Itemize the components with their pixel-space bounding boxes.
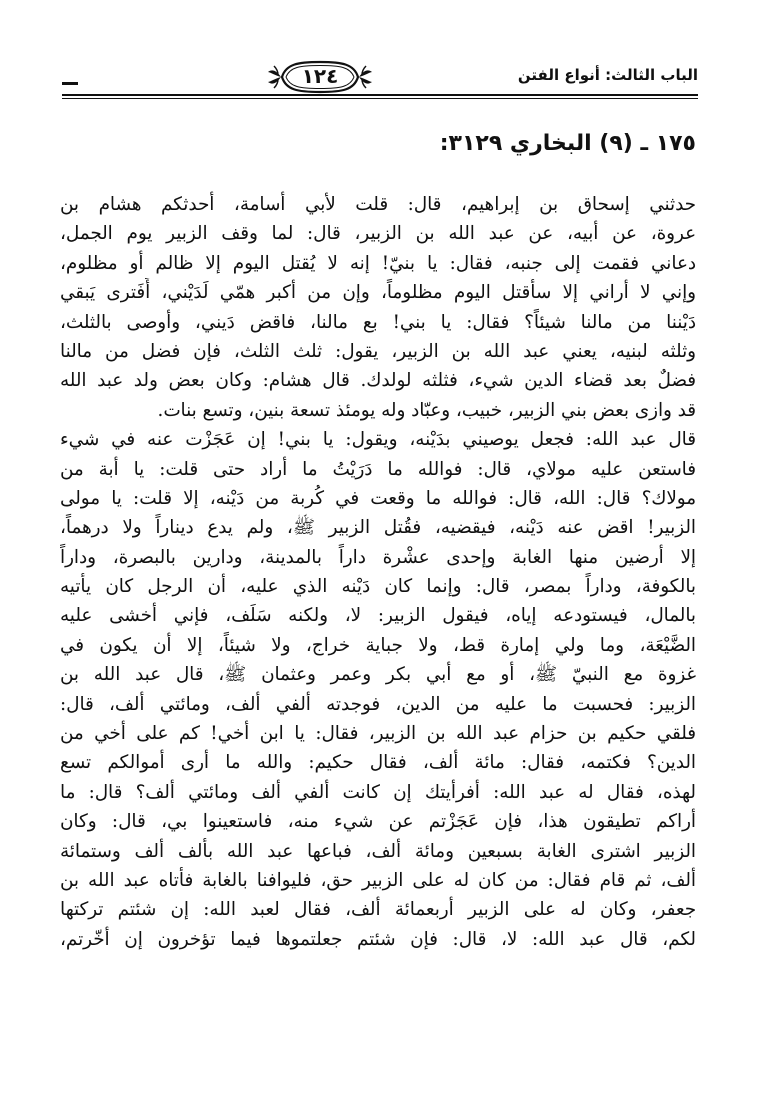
- page-number-ornament: [264, 58, 376, 96]
- text-line: لكم، قال عبد الله: لا، قال: فإن شئتم جعلتموها فيما تؤخرون إن أخّرتم،: [60, 928, 696, 950]
- text-line: الدين؟ فكتمه، فقال: مائة ألف، فقال حكيم: والله ما أرى أموالكم تسع: [60, 752, 696, 774]
- text-line: وثلثه لبنيه، يعني عبد الله بن الزبير، يقول: ثلث الثلث، فإن فضل من مالنا: [60, 340, 696, 362]
- text-line: بالكوفة، وداراً بمصر، قال: وإنما كان دَيْنه الذي عليه، أن الرجل كان يأتيه: [60, 576, 696, 598]
- text-line: قد وازى بعض بني الزبير، خبيب، وعبّاد وله يومئذ تسعة بنين، وتسع بنات.: [157, 399, 696, 421]
- text-line: إلا أرضين منها الغابة وإحدى عشْرة داراً بالمدينة، ودارين بالبصرة، وداراً: [60, 546, 696, 568]
- entry-heading: ١٧٥ ـ (٩) البخاري ٣١٢٩:: [439, 131, 696, 156]
- text-line: أراكم تطيقون هذا، فإن عَجَزْتم عن شيء منه، فاستعينوا بي، قال: وكان: [60, 811, 696, 833]
- text-line: الضَّيْعَة، وما ولي إمارة قط، ولا جباية خراج، ولا شيئاً، إلا أن يكون في: [60, 634, 696, 656]
- text-line: قال عبد الله: فجعل يوصيني بدَيْنه، ويقول: يا بني! إن عَجَزْت عنه في شيء: [60, 429, 696, 451]
- text-line: دَيْننا من مالنا شيئاً؟ فقال: يا بني! بع مالنا، فاقض دَيني، وأوصى بالثلث،: [60, 311, 696, 333]
- running-header: [62, 58, 698, 100]
- text-line: الزبير اشترى الغابة بسبعين ومائة ألف، فباعها عبد الله بألف ألف وستمائة: [60, 840, 696, 862]
- text-line: لهذه، فقال له عبد الله: أفرأيتك إن كانت ألفي ألف ومائتي ألف؟ قال: ما: [60, 781, 696, 803]
- text-line: ألف، ثم قام فقال: من كان له على الزبير حق، فليوافنا بالغابة فأتاه عبد الله بن: [60, 869, 696, 891]
- text-line: بالمال، فيستودعه إياه، فيقول الزبير: لا، ولكنه سَلَف، فإني أخشى عليه: [60, 605, 696, 627]
- text-line: دعاني فقمت إلى جنبه، فقال: يا بنيّ! إنه لا يُقتل اليوم إلا ظالم أو مظلوم،: [60, 252, 696, 274]
- text-line: وإني لا أراني إلا سأُقتل اليوم مظلوماً، وإن من أكبر همّي لَدَيْني، أَفَترى يَبقي: [60, 282, 696, 304]
- chapter-title: الباب الثالث: أنواع الفتن: [517, 66, 698, 84]
- text-line: جعفر، وكان له على الزبير أربعمائة ألف، فقال لعبد الله: إن شئتم تركتها: [60, 899, 696, 921]
- text-line: مولاك؟ قال: الله، قال: فوالله ما وقعت في كُربة من دَيْنه، إلا قلت: يا مولى: [60, 487, 696, 509]
- text-line: فلقي حكيم بن حزام عبد الله بن الزبير، فقال: يا ابن أخي! كم على أخي من: [60, 723, 696, 745]
- text-line: فاستعن عليه مولاي، قال: فوالله ما دَرَيْتُ ما أراد حتى قلت: يا أبة من: [60, 458, 696, 480]
- text-line: عروة، عن أبيه، عن عبد الله بن الزبير، قال: لما وقف الزبير يوم الجمل،: [60, 223, 696, 245]
- header-dash: [62, 82, 78, 85]
- header-rule: [62, 94, 698, 99]
- text-line: غزوة مع النبيّ ﷺ، أو مع أبي بكر وعمر وعثمان ﷺ، قال عبد الله بن: [60, 664, 696, 686]
- page-number: ١٢٤: [301, 64, 339, 88]
- text-line: حدثني إسحاق بن إبراهيم، قال: قلت لأبي أسامة، أحدثكم هشام بن: [60, 194, 696, 215]
- text-line: فضلٌ بعد قضاء الدين شيء، فثلثه لولدك. قال هشام: وكان بعض ولد عبد الله: [60, 370, 696, 392]
- hadith-text: [60, 190, 696, 954]
- text-line: الزبير! اقض عنه دَيْنه، فيقضيه، فقُتل الزبير ﷺ، ولم يدع ديناراً ولا درهماً،: [60, 517, 696, 539]
- text-line: الزبير: فحسبت ما عليه من الدين، فوجدته ألفي ألف، ومائتي ألف، قال:: [60, 693, 696, 715]
